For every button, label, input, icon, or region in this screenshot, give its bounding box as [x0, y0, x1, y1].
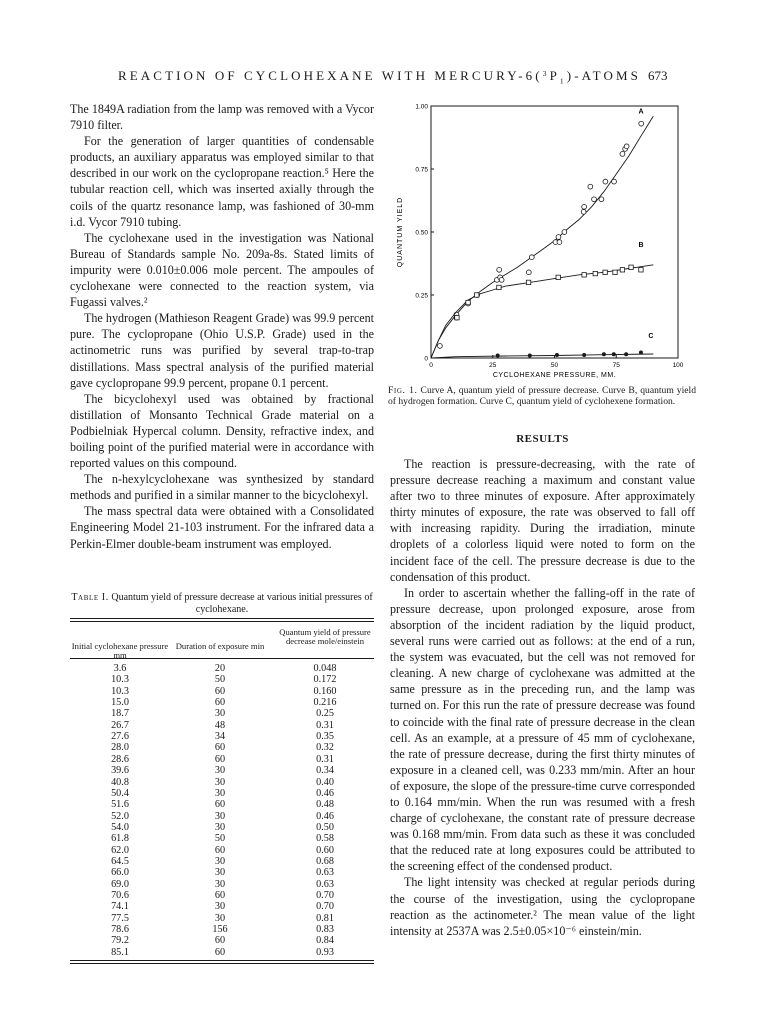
x-tick-label: 100	[672, 362, 684, 369]
left-column-paragraph: The mass spectral data were obtained with a Consolidated Engineering Model 21-103 instrument. For the infrared data a Perkin-Elmer double-beam instrument was employed.	[70, 504, 374, 551]
table-cell: 30	[214, 708, 226, 720]
table-cell: 0.50	[316, 821, 334, 833]
table-cell: 61.8	[111, 833, 129, 845]
table-cell: 156	[212, 924, 228, 936]
table-caption	[70, 592, 374, 616]
curve-label-c: C	[648, 332, 654, 340]
table-row	[70, 742, 374, 753]
table-cell: 30	[214, 901, 226, 913]
data-point-b	[455, 315, 459, 319]
y-tick-label: 0.50	[415, 229, 428, 237]
table-bottom-rule	[70, 960, 374, 961]
table-cell: 30	[214, 878, 226, 890]
table-cell: 30	[214, 776, 226, 788]
table-row	[70, 777, 374, 788]
table-cell: 0.93	[316, 946, 334, 958]
data-point-c	[612, 352, 616, 356]
curve-b	[431, 265, 653, 358]
table-cell: 0.70	[316, 901, 334, 913]
running-title: REACTION OF CYCLOHEXANE WITH MERCURY-$6(^3P_1)$-ATOMS	[118, 68, 641, 86]
figure-caption-text: Curve A, quantum yield of pressure decrease. Curve B, quantum yield of hydrogen formation. Curve C, quantum yield of cyclohexene formation.	[388, 385, 696, 408]
table-cell: 60	[214, 946, 226, 958]
table-caption-text: Quantum yield of pressure decrease at various initial pressures of cyclohexane.	[111, 592, 373, 615]
figure-caption	[388, 385, 696, 408]
table-cell: 18.7	[111, 708, 129, 720]
table-row	[70, 731, 374, 742]
data-point-a	[603, 179, 608, 184]
table-row	[70, 901, 374, 912]
table-cell: 0.35	[316, 731, 334, 743]
data-point-a	[592, 197, 597, 202]
table-cell: 3.6	[113, 663, 127, 674]
table-row	[70, 765, 374, 776]
data-point-a	[499, 277, 504, 282]
table-cell: 64.5	[111, 855, 129, 867]
table-cell: 0.160	[313, 685, 337, 697]
data-point-c	[496, 353, 500, 357]
data-point-b	[466, 300, 470, 304]
table-cell: 60	[214, 742, 226, 754]
table-cell: 0.63	[316, 878, 334, 890]
data-point-a	[612, 179, 617, 184]
table-cell: 60	[214, 685, 226, 697]
plot-frame	[431, 106, 678, 358]
table-cell: 0.216	[313, 697, 337, 709]
table-cell: 28.0	[111, 742, 129, 754]
x-tick-label: 75	[612, 362, 620, 369]
table-cell: 70.6	[111, 890, 129, 901]
curve-label-a: A	[638, 108, 644, 116]
data-point-a	[529, 255, 534, 260]
table-cell: 0.60	[316, 844, 334, 856]
table-cell: 30	[214, 912, 226, 924]
curve-label-b: B	[638, 242, 644, 250]
data-point-c	[555, 353, 559, 357]
data-point-b	[603, 270, 607, 274]
table-row	[70, 845, 374, 856]
table-cell: 27.6	[111, 731, 129, 743]
table-cell: 51.6	[111, 799, 129, 811]
table-cell: 30	[214, 821, 226, 833]
curve-c	[431, 354, 653, 358]
table-cell: 52.0	[111, 810, 129, 822]
table-cell: 0.172	[313, 674, 337, 686]
table-row	[70, 879, 374, 890]
data-point-c	[582, 353, 586, 357]
data-point-a	[437, 344, 442, 349]
table-cell: 50	[214, 674, 226, 686]
data-point-a	[556, 235, 561, 240]
table-cell: 60	[214, 935, 226, 947]
page-header	[0, 68, 768, 88]
table-cell: 0.81	[316, 912, 334, 924]
results-heading: RESULTS	[516, 433, 569, 445]
data-point-b	[474, 293, 478, 297]
table-cell: 0.84	[316, 935, 334, 947]
table-cell: 0.34	[316, 765, 334, 777]
table-cell: 30	[214, 810, 226, 822]
table-row	[70, 822, 374, 833]
table-row	[70, 754, 374, 765]
data-point-c	[624, 352, 628, 356]
data-point-a	[581, 209, 586, 214]
left-column-paragraph: The n-hexylcyclohexane was synthesized by standard methods and purified in a similar manner to the bicyclohexyl.	[70, 472, 374, 503]
table-header-cell: Initial cyclohexane pressure mm	[71, 641, 169, 661]
figure-label: Fig. 1.	[388, 385, 418, 396]
table-cell: 30	[214, 867, 226, 879]
table-cell: 60	[214, 890, 226, 901]
curve-a	[431, 116, 653, 358]
table-cell: 20	[214, 663, 226, 674]
figure-1-chart	[388, 96, 698, 386]
table-cell: 0.68	[316, 855, 334, 867]
right-column	[390, 456, 695, 939]
left-column-paragraph: The hydrogen (Mathieson Reagent Grade) was 99.9 percent pure. The cyclopropane (Ohio U.S.P. Grade) used in the actinometric runs was purified by several trap-to-trap distillations. Mass spectral analysis of the purified material gave cyclopropane 99.9 percent, propane 0.1 percent.	[70, 311, 374, 390]
right-column-paragraph: The light intensity was checked at regular periods during the course of the investigation, using the cyclopropane reaction as the actinometer.² The mean value of the light intensity at 2537A was 2.5±0.05×10⁻⁶ einstein/min.	[390, 875, 695, 938]
data-point-b	[639, 268, 643, 272]
data-point-c	[639, 350, 643, 354]
table-cell: 30	[214, 765, 226, 777]
table-cell: 85.1	[111, 946, 129, 958]
table-cell: 0.048	[313, 663, 337, 674]
table-label: Table I.	[71, 592, 109, 603]
table-row	[70, 924, 374, 935]
left-column-paragraph: The 1849A radiation from the lamp was removed with a Vycor 7910 filter.	[70, 102, 374, 133]
table-top-rule-2	[70, 621, 374, 622]
data-point-b	[629, 265, 633, 269]
table-cell: 48	[214, 719, 226, 731]
table-cell: 79.2	[111, 935, 129, 947]
table-row	[70, 697, 374, 708]
page-number: 673	[648, 68, 668, 83]
y-tick-label: 1.00	[415, 103, 428, 111]
left-column-paragraph: The cyclohexane used in the investigation was National Bureau of Standards sample No. 209a-8s. Stated limits of impurity were 0.010±0.006 mole percent. The ampoules of cyclohexane were connected to the reaction system, via Fugassi valves.²	[70, 230, 374, 310]
table-cell: 30	[214, 855, 226, 867]
x-axis-label: CYCLOHEXANE PRESSURE, MM.	[492, 372, 617, 379]
data-point-b	[593, 271, 597, 275]
table-cell: 60	[214, 844, 226, 856]
table-cell: 30	[214, 787, 226, 799]
table-row	[70, 811, 374, 822]
table-row	[70, 947, 374, 958]
y-tick-label: 0.25	[415, 292, 428, 300]
table-header-cell: Quantum yield of pressure decrease mole/einstein	[279, 627, 371, 647]
x-tick-label: 25	[489, 362, 497, 369]
data-point-b	[526, 280, 530, 284]
y-tick-label: 0.75	[415, 166, 428, 174]
table-cell: 0.63	[316, 867, 334, 879]
table-row	[70, 913, 374, 924]
table-cell: 69.0	[111, 878, 129, 890]
x-tick-label: 0	[429, 362, 433, 369]
data-point-a	[624, 144, 629, 149]
table-header-rule	[70, 658, 374, 659]
table-row	[70, 833, 374, 844]
left-column-paragraph: The bicyclohexyl used was obtained by fractional distillation of Monsanto Technical Grade material on a Podbielniak Hypercal column. Density, refractive index, and boiling point of the purified material were in accordance with reported values on this compound.	[70, 391, 374, 471]
table-cell: 54.0	[111, 821, 129, 833]
table-row	[70, 856, 374, 867]
table-cell: 40.8	[111, 776, 129, 788]
table-row	[70, 890, 374, 901]
data-point-b	[556, 275, 560, 279]
table-cell: 50.4	[111, 787, 129, 799]
table-cell: 50	[214, 833, 226, 845]
y-tick-label: 0	[424, 355, 428, 363]
table-row	[70, 686, 374, 697]
data-point-a	[582, 204, 587, 209]
table-cell: 26.7	[111, 719, 129, 731]
table-header-cell: Duration of exposure min	[175, 641, 265, 651]
data-point-a	[639, 121, 644, 126]
table-cell: 74.1	[111, 901, 129, 913]
table-row	[70, 867, 374, 878]
table-cell: 0.83	[316, 924, 334, 936]
table-cell: 60	[214, 753, 226, 765]
table-cell: 28.6	[111, 753, 129, 765]
table-row	[70, 720, 374, 731]
table-cell: 66.0	[111, 867, 129, 879]
table-row	[70, 788, 374, 799]
table-bottom-rule-2	[70, 963, 374, 964]
table-top-rule	[70, 618, 374, 619]
data-point-a	[497, 267, 502, 272]
table-row	[70, 663, 374, 674]
data-point-a	[562, 230, 567, 235]
table-cell: 34	[214, 731, 226, 743]
left-column-paragraph: For the generation of larger quantities of condensable products, an auxiliary apparatus was employed similar to that described in our work on the cyclopropane reaction.⁵ Here the tubular reaction cell, which was inserted axially through the coils of the quartz resonance lamp, was fashioned of 30-mm i.d. Vycor 7910 tubing.	[70, 134, 374, 229]
left-column	[70, 101, 374, 552]
data-point-a	[588, 184, 593, 189]
table-cell: 15.0	[111, 697, 129, 709]
table-cell: 0.48	[316, 799, 334, 811]
data-point-b	[582, 273, 586, 277]
data-point-a	[599, 197, 604, 202]
x-tick-label: 50	[550, 362, 559, 369]
right-column-paragraph: In order to ascertain whether the falling-off in the rate of pressure decrease, upon prolonged exposure, arose from absorption of the incident radiation by the liquid product, several runs were carried out as follows: at the end of a run, the system was evacuated, but the cell was not removed for cleaning. A new charge of cyclohexane was admitted at the same pressure as in the preceding run, and the lamp was turned on. For this run the rate of pressure decrease was found to coincide with the final rate of pressure decrease in the clean cell. As an example, at a pressure of 45 mm of cyclohexane, the rate of pressure decrease, during the first thirty minutes of exposure in a cleaned cell, was 0.233 mm/min. After an hour of exposure, the slope of the pressure-time curve corresponded to 0.164 mm/min. When the run was resumed with a fresh charge of cyclohexane, the constant rate of pressure decrease was 0.168 mm/min. From data such as these it was concluded that the reduced rate at long exposures could be attributed to the screening effect of the condensed product.	[390, 585, 695, 874]
table-cell: 10.3	[111, 674, 129, 686]
right-column-paragraph: The reaction is pressure-decreasing, with the rate of pressure decrease reaching a maximum and constant value after two to three minutes of exposure. After approximately thirty minutes of exposure, the rate was observed to fall off with increasing rapidity. During the irradiation, minute droplets of a colorless liquid were noted to form on the incident face of the cell. The pressure decrease is due to the condensation of this product.	[390, 457, 695, 584]
data-point-b	[613, 270, 617, 274]
data-point-b	[497, 285, 501, 289]
table-cell: 0.46	[316, 810, 334, 822]
y-axis-label: QUANTUM YIELD	[397, 196, 404, 268]
table-row	[70, 708, 374, 719]
table-cell: 0.32	[316, 742, 334, 754]
data-point-b	[620, 268, 624, 272]
table-cell: 0.58	[316, 833, 334, 845]
table-row	[70, 674, 374, 685]
table-cell: 0.70	[316, 890, 334, 901]
data-point-a	[557, 240, 562, 245]
table-cell: 60	[214, 799, 226, 811]
table-cell: 39.6	[111, 765, 129, 777]
data-point-c	[602, 352, 606, 356]
data-point-c	[528, 353, 532, 357]
table-cell: 0.31	[316, 719, 334, 731]
table-cell: 0.46	[316, 787, 334, 799]
table-cell: 0.40	[316, 776, 334, 788]
table-row	[70, 935, 374, 946]
table-row	[70, 799, 374, 810]
table-cell: 77.5	[111, 912, 129, 924]
data-point-a	[526, 270, 531, 275]
table-cell: 62.0	[111, 844, 129, 856]
table-cell: 60	[214, 697, 226, 709]
table-cell: 0.25	[316, 708, 334, 720]
data-point-a	[620, 151, 625, 156]
table-cell: 0.31	[316, 753, 334, 765]
table-cell: 10.3	[111, 685, 129, 697]
table-cell: 78.6	[111, 924, 129, 936]
